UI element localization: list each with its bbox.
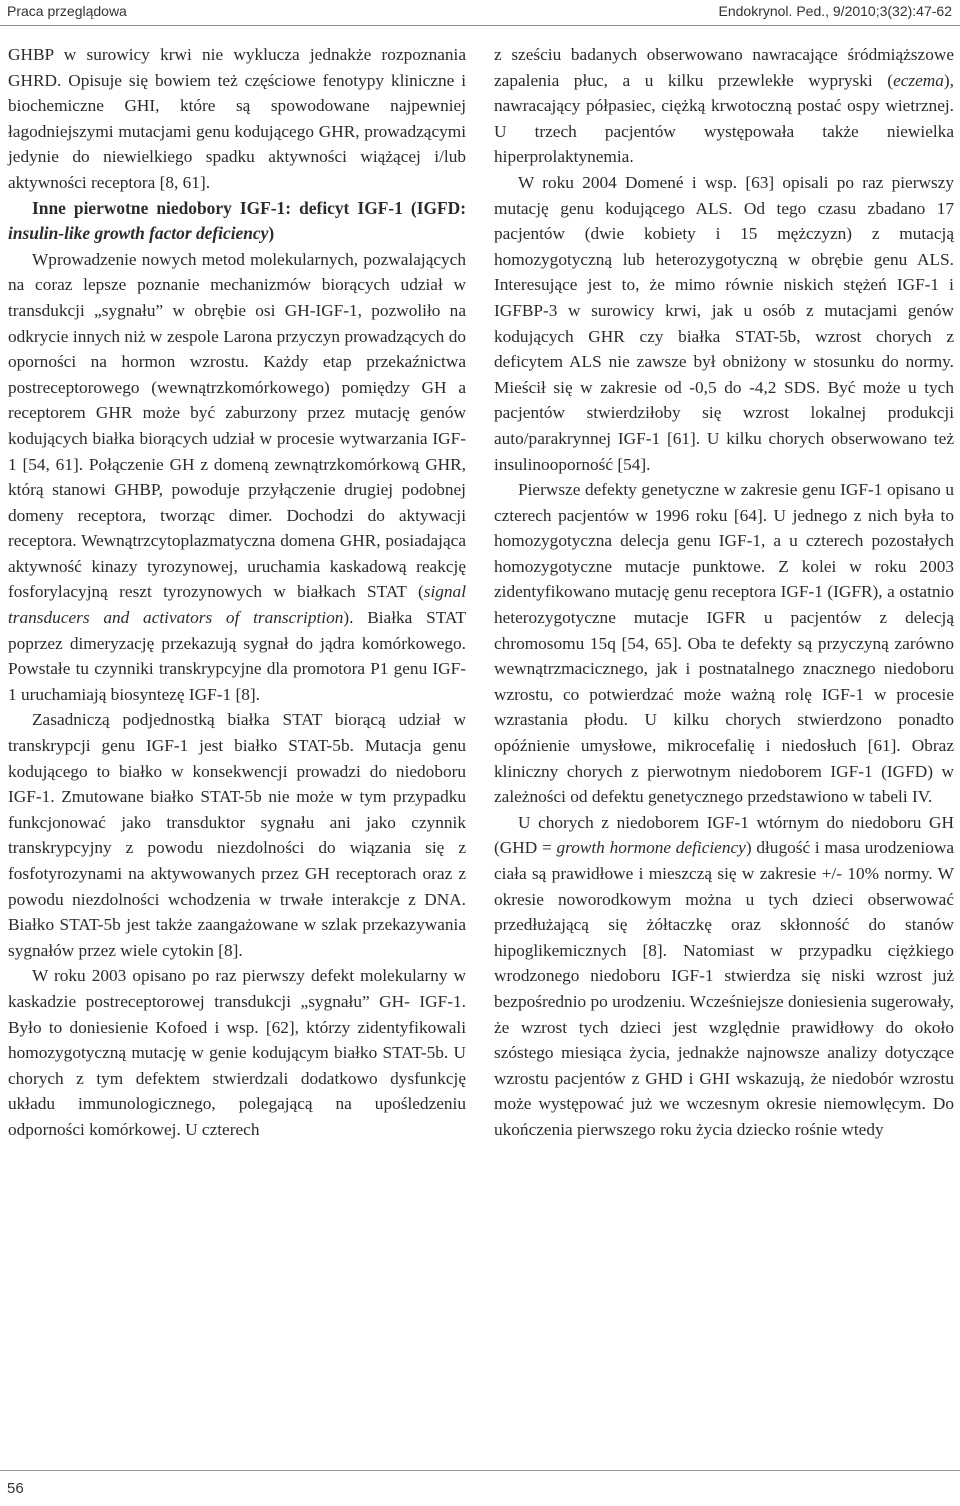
left-column <box>8 42 466 1143</box>
paragraph: Zasadniczą podjednostką białka STAT biorącą udział w transkrypcji genu IGF-1 jest białko STAT-5b. Mutacja genu kodującego to białko w konsekwencji prowadzi do niedoboru IGF-1. Zmutowane białko STAT-5b nie może w tym przypadku funkcjonować jako transduktor sygnału ani jako czynnik transkrypcyjny z powodu niezdolności do wiązania się z fosfotyrozynami na aktywowanych przez GH receptorach oraz z powodu niezdolności wchodzenia w trwałe interakcje z DNA. Białko STAT-5b jest także zaangażowane w szlak przekazywania sygnałów przez wiele cytokin [8]. <box>8 710 466 960</box>
paragraph: U chorych z niedoborem IGF-1 wtórnym do niedoboru GH (GHD = growth hormone deficiency) długość i masa urodzeniowa ciała są prawidłowe i mieszczą się w zakresie +/- 10% normy. W okresie noworodkowym można u tych dzieci obserwować przedłużającą się żółtaczkę oraz skłonność do stanów hipoglikemicznych [8]. Natomiast w przypadku ciężkiego wrodzonego niedoboru IGF-1 stwierdza się niski wzrost już bezpośrednio po urodzeniu. Wcześniejsze doniesienia sugerowały, że wzrost tych dzieci jest względnie prawidłowy do około szóstego miesiąca życia, jednakże najnowsze analizy dotyczące wzrostu pacjentów z GHD i GHI wskazują, że niedobór wzrostu może występować już we wczesnym okresie niemowlęcym. Do ukończenia pierwszego roku życia dziecko rośnie wtedy <box>494 812 954 1139</box>
paragraph: GHBP w surowicy krwi nie wyklucza jednakże rozpoznania GHRD. Opisuje się bowiem też częściowe fenotypy kliniczne i biochemiczne GHI, które są spowodowane najpewniej łagodniejszymi mutacjami genu kodującego GHR, prowadzącymi jedynie do niewielkiego spadku aktywności wiążącej i/lub aktywności receptora [8, 61]. <box>8 45 466 192</box>
article-type: Praca przeglądowa <box>7 3 127 19</box>
page-number: 56 <box>7 1480 24 1497</box>
right-column <box>494 42 954 1143</box>
journal-citation: Endokrynol. Ped., 9/2010;3(32):47-62 <box>718 3 952 19</box>
footer-divider <box>0 1470 960 1471</box>
paragraph: W roku 2004 Domené i wsp. [63] opisali po raz pierwszy mutację genu kodującego ALS. Od tego czasu zbadano 17 pacjentów (dwie kobiety i 15 mężczyzn) z mutacją homozygotyczną lub heterozygotyczną w obrębie genu ALS. Interesujące jest to, że mimo równie niskich stężeń IGF-1 i IGFBP-3 w surowicy krwi, jak u osób z mutacjami genów kodujących GHR czy białka STAT-5b, wzrost chorych z deficytem ALS nie zawsze był obniżony w stosunku do normy. Mieścił się w zakresie od -0,5 do -4,2 SDS. Być może u tych pacjentów stwierdziłoby się wzrost lokalnej produkcji auto/parakrynnej IGF-1 [61]. U kilku chorych obserwowano też insulinooporność [54]. <box>494 172 954 474</box>
paragraph: Pierwsze defekty genetyczne w zakresie genu IGF-1 opisano u czterech pacjentów w 1996 roku [64]. U jednego z nich była to homozygotyczna delecja genu IGF-1, a u czterech pozostałych homozygotyczne mutacje punktowe. Z kolei w roku 2003 zidentyfikowano mutację genu receptora IGF-1 (IGFR), a ostatnio heterozygotyczne mutacje IGFR u pacjentów z delecją chromosomu 15q [54, 65]. Oba te defekty są przyczyną zarówno wewnątrzmacicznego, jak i postnatalnego znacznego niedoboru wzrostu, co potwierdzać może ważną rolę IGF-1 w procesie wzrastania płodu. U kilku chorych stwierdzono ponadto opóźnienie umysłowe, mikrocefalię i niedosłuch [61]. Obraz kliniczny chorych z pierwotnym niedoborem IGF-1 (IGFD) w zależności od defektu genetycznego przedstawiono w tabeli IV. <box>494 480 954 807</box>
paragraph: z sześciu badanych obserwowano nawracające śródmiąższowe zapalenia płuc, a u kilku przewlekłe wypryski (eczema), nawracający półpasiec, ciężką krwotoczną postać ospy wietrznej. U trzech pacjentów występowała także niewielka hiperprolaktynemia. <box>494 45 954 167</box>
section-heading: Inne pierwotne niedobory IGF-1: deficyt IGF-1 (IGFD: insulin-like growth factor deficiency) <box>8 197 466 244</box>
paragraph: Wprowadzenie nowych metod molekularnych, pozwalających na coraz lepsze poznanie mechanizmów biorących udział w transdukcji „sygnału” w obrębie osi GH-IGF-1, pozwoliło na odkrycie innych niż w zespole Larona przyczyn prowadzących do oporności na hormon wzrostu. Każdy etap przekaźnictwa postreceptorowego (wewnątrzkomórkowego) pomiędzy GH a receptorem GHR może być zaburzony przez mutację genów kodujących białka biorących udział w procesie wytwarzania IGF-1 [54, 61]. Połączenie GH z domeną zewnątrzkomórkową GHR, którą stanowi GHBP, powoduje przyłączenie drugiej podobnej domeny receptora, tworząc dimer. Dochodzi do aktywacji receptora. Wewnątrzcytoplazmatyczna domena GHR, posiadająca aktywność kinazy tyrozynowej, uruchamia kaskadową reakcję fosforylacyjną reszt tyrozynowych w białkach STAT (signal transducers and activators of transcription). Białka STAT poprzez dimeryzację przekazują sygnał do jądra komórkowego. Powstałe tu czynniki transkrypcyjne dla promotora P1 genu IGF-1 uruchamiają biosyntezę IGF-1 [8]. <box>8 249 466 704</box>
paragraph: W roku 2003 opisano po raz pierwszy defekt molekularny w kaskadzie postreceptorowej transdukcji „sygnału” GH- IGF-1. Było to doniesienie Kofoed i wsp. [62], którzy zidentyfikowali homozygotyczną mutację w genie kodującym białko STAT-5b. U chorych z tym defektem stwierdzali dodatkowo dysfunkcję układu immunologicznego, polegającą na upośledzeniu odporności komórkowej. U czterech <box>8 966 466 1139</box>
running-header <box>0 0 960 26</box>
